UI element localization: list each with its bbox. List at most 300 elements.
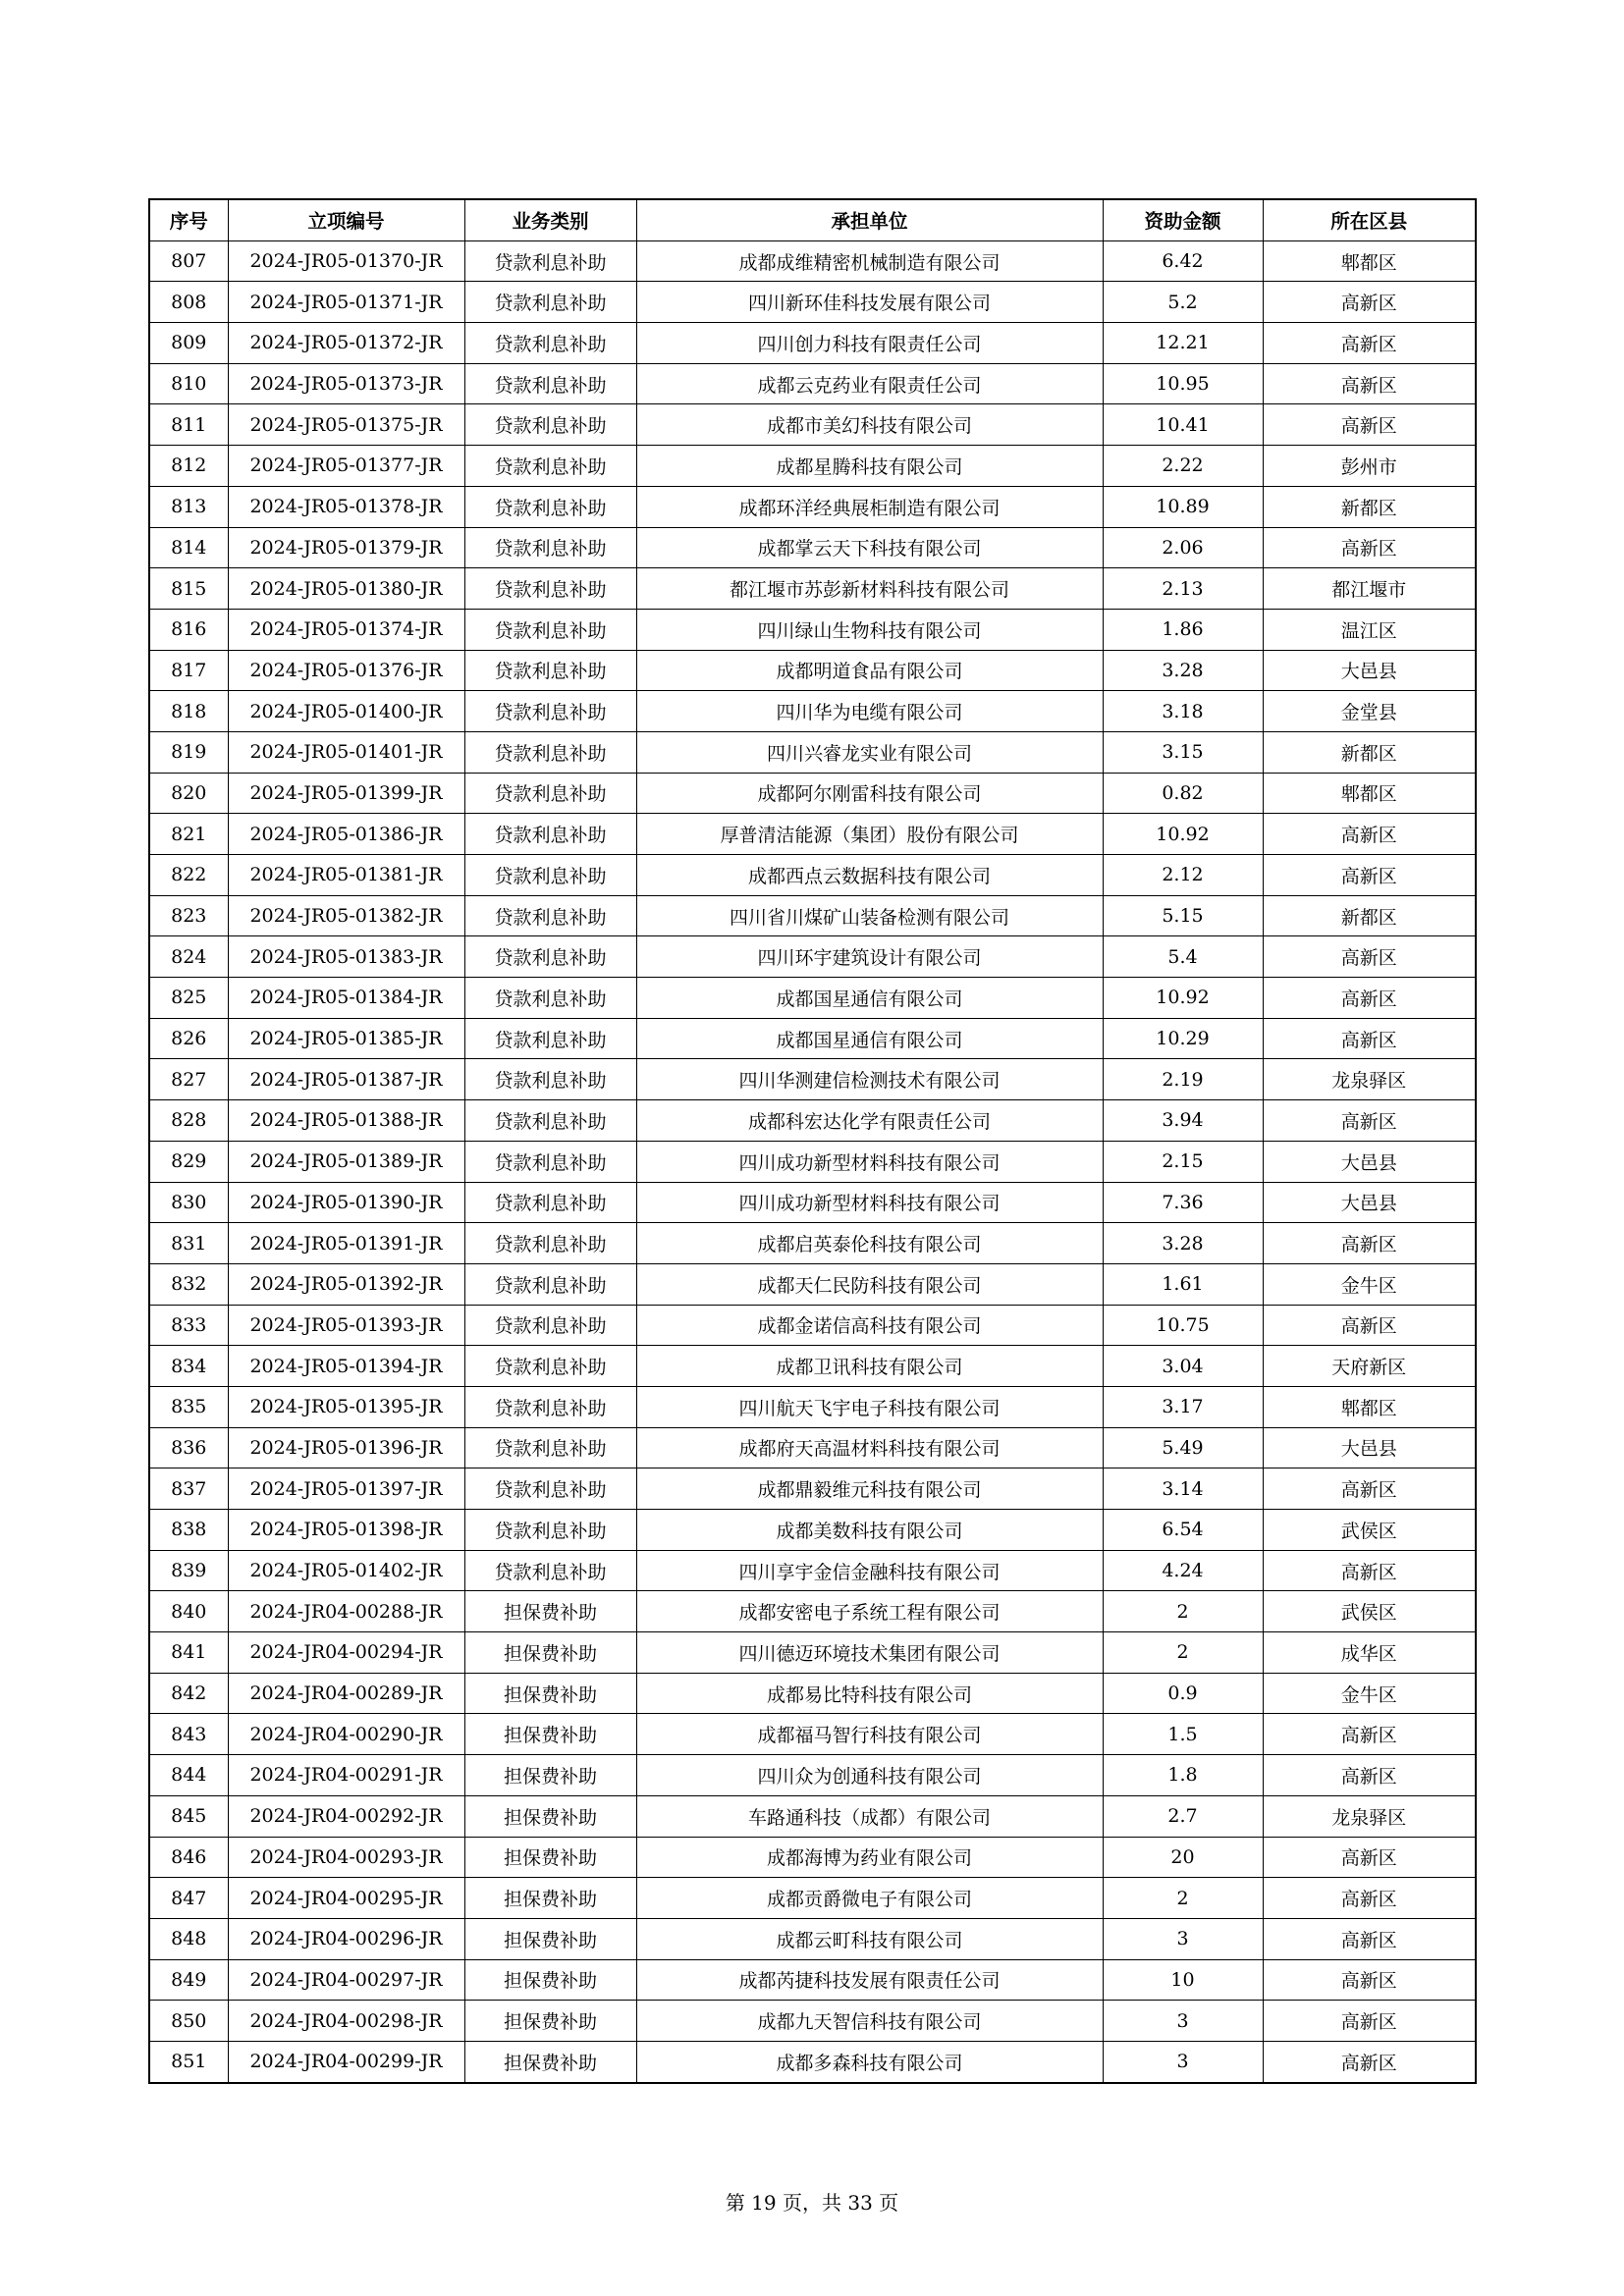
- cell-undertaking-unit: 成都美数科技有限公司: [636, 1510, 1103, 1551]
- cell-serial-number: 813: [149, 486, 228, 527]
- cell-district: 成华区: [1263, 1632, 1476, 1674]
- cell-business-category: 贷款利息补助: [464, 609, 636, 650]
- cell-undertaking-unit: 成都府天高温材料科技有限公司: [636, 1427, 1103, 1468]
- cell-district: 大邑县: [1263, 650, 1476, 691]
- table-row: [149, 1305, 1476, 1346]
- cell-undertaking-unit: 厚普清洁能源（集团）股份有限公司: [636, 814, 1103, 855]
- cell-business-category: 贷款利息补助: [464, 1263, 636, 1305]
- cell-serial-number: 812: [149, 446, 228, 487]
- cell-district: 高新区: [1263, 323, 1476, 364]
- cell-project-id: 2024-JR05-01399-JR: [228, 773, 464, 814]
- table-row: [149, 1550, 1476, 1591]
- cell-undertaking-unit: 四川绿山生物科技有限公司: [636, 609, 1103, 650]
- cell-district: 高新区: [1263, 2001, 1476, 2042]
- cell-district: 高新区: [1263, 527, 1476, 568]
- cell-serial-number: 819: [149, 731, 228, 773]
- cell-project-id: 2024-JR05-01391-JR: [228, 1223, 464, 1264]
- cell-funding-amount: 1.8: [1103, 1755, 1263, 1796]
- cell-project-id: 2024-JR05-01380-JR: [228, 568, 464, 610]
- cell-district: 高新区: [1263, 1018, 1476, 1059]
- cell-funding-amount: 3: [1103, 1918, 1263, 1959]
- cell-undertaking-unit: 四川众为创通科技有限公司: [636, 1755, 1103, 1796]
- cell-serial-number: 842: [149, 1673, 228, 1714]
- table-row: [149, 1878, 1476, 1919]
- cell-business-category: 担保费补助: [464, 2041, 636, 2082]
- cell-project-id: 2024-JR04-00288-JR: [228, 1591, 464, 1632]
- cell-serial-number: 822: [149, 855, 228, 896]
- table-row: [149, 1018, 1476, 1059]
- cell-serial-number: 808: [149, 282, 228, 323]
- cell-district: 武侯区: [1263, 1510, 1476, 1551]
- cell-undertaking-unit: 成都芮捷科技发展有限责任公司: [636, 1959, 1103, 2001]
- cell-funding-amount: 2: [1103, 1632, 1263, 1674]
- cell-undertaking-unit: 成都天仁民防科技有限公司: [636, 1263, 1103, 1305]
- header-undertaking-unit: 承担单位: [636, 199, 1103, 240]
- cell-funding-amount: 2.12: [1103, 855, 1263, 896]
- cell-funding-amount: 1.86: [1103, 609, 1263, 650]
- table-header-row: [149, 199, 1476, 240]
- table-row: [149, 363, 1476, 404]
- cell-project-id: 2024-JR04-00291-JR: [228, 1755, 464, 1796]
- cell-business-category: 贷款利息补助: [464, 1100, 636, 1142]
- cell-funding-amount: 2.22: [1103, 446, 1263, 487]
- cell-undertaking-unit: 成都九天智信科技有限公司: [636, 2001, 1103, 2042]
- cell-project-id: 2024-JR05-01395-JR: [228, 1386, 464, 1427]
- cell-district: 高新区: [1263, 936, 1476, 978]
- cell-district: 高新区: [1263, 978, 1476, 1019]
- cell-district: 高新区: [1263, 1918, 1476, 1959]
- cell-project-id: 2024-JR05-01382-JR: [228, 895, 464, 936]
- cell-serial-number: 810: [149, 363, 228, 404]
- cell-undertaking-unit: 成都明道食品有限公司: [636, 650, 1103, 691]
- table-row: [149, 240, 1476, 282]
- cell-business-category: 担保费补助: [464, 1918, 636, 1959]
- cell-serial-number: 832: [149, 1263, 228, 1305]
- cell-project-id: 2024-JR05-01375-JR: [228, 404, 464, 446]
- cell-undertaking-unit: 成都云町科技有限公司: [636, 1918, 1103, 1959]
- cell-funding-amount: 5.4: [1103, 936, 1263, 978]
- table-row: [149, 978, 1476, 1019]
- cell-project-id: 2024-JR05-01373-JR: [228, 363, 464, 404]
- table-row: [149, 1468, 1476, 1510]
- cell-district: 高新区: [1263, 1878, 1476, 1919]
- cell-project-id: 2024-JR05-01371-JR: [228, 282, 464, 323]
- cell-undertaking-unit: 四川享宇金信金融科技有限公司: [636, 1550, 1103, 1591]
- cell-serial-number: 820: [149, 773, 228, 814]
- cell-business-category: 贷款利息补助: [464, 568, 636, 610]
- cell-funding-amount: 20: [1103, 1837, 1263, 1878]
- table-row: [149, 855, 1476, 896]
- cell-district: 新都区: [1263, 486, 1476, 527]
- cell-undertaking-unit: 成都星腾科技有限公司: [636, 446, 1103, 487]
- cell-undertaking-unit: 都江堰市苏彭新材料科技有限公司: [636, 568, 1103, 610]
- cell-undertaking-unit: 四川航天飞宇电子科技有限公司: [636, 1386, 1103, 1427]
- cell-business-category: 贷款利息补助: [464, 1386, 636, 1427]
- cell-project-id: 2024-JR04-00299-JR: [228, 2041, 464, 2082]
- cell-funding-amount: 3.04: [1103, 1346, 1263, 1387]
- cell-funding-amount: 0.82: [1103, 773, 1263, 814]
- cell-business-category: 贷款利息补助: [464, 1550, 636, 1591]
- cell-project-id: 2024-JR05-01385-JR: [228, 1018, 464, 1059]
- cell-undertaking-unit: 成都易比特科技有限公司: [636, 1673, 1103, 1714]
- cell-undertaking-unit: 成都科宏达化学有限责任公司: [636, 1100, 1103, 1142]
- cell-funding-amount: 6.42: [1103, 240, 1263, 282]
- cell-district: 高新区: [1263, 814, 1476, 855]
- cell-business-category: 贷款利息补助: [464, 404, 636, 446]
- cell-project-id: 2024-JR05-01386-JR: [228, 814, 464, 855]
- cell-funding-amount: 5.49: [1103, 1427, 1263, 1468]
- cell-funding-amount: 2.06: [1103, 527, 1263, 568]
- cell-business-category: 贷款利息补助: [464, 895, 636, 936]
- cell-undertaking-unit: 成都国星通信有限公司: [636, 978, 1103, 1019]
- cell-funding-amount: 3.14: [1103, 1468, 1263, 1510]
- cell-business-category: 贷款利息补助: [464, 1346, 636, 1387]
- cell-business-category: 贷款利息补助: [464, 1510, 636, 1551]
- cell-serial-number: 833: [149, 1305, 228, 1346]
- table-row: [149, 1837, 1476, 1878]
- cell-business-category: 贷款利息补助: [464, 1468, 636, 1510]
- header-serial-number: 序号: [149, 199, 228, 240]
- cell-funding-amount: 10.92: [1103, 978, 1263, 1019]
- cell-undertaking-unit: 车路通科技（成都）有限公司: [636, 1795, 1103, 1837]
- cell-project-id: 2024-JR05-01379-JR: [228, 527, 464, 568]
- cell-funding-amount: 3.94: [1103, 1100, 1263, 1142]
- table-row: [149, 1059, 1476, 1100]
- cell-district: 郫都区: [1263, 240, 1476, 282]
- header-project-id: 立项编号: [228, 199, 464, 240]
- cell-business-category: 担保费补助: [464, 1959, 636, 2001]
- cell-business-category: 贷款利息补助: [464, 363, 636, 404]
- cell-project-id: 2024-JR05-01389-JR: [228, 1141, 464, 1182]
- cell-project-id: 2024-JR04-00298-JR: [228, 2001, 464, 2042]
- cell-funding-amount: 3.15: [1103, 731, 1263, 773]
- table-row: [149, 446, 1476, 487]
- table-row: [149, 404, 1476, 446]
- cell-funding-amount: 2: [1103, 1878, 1263, 1919]
- cell-serial-number: 838: [149, 1510, 228, 1551]
- table-row: [149, 1141, 1476, 1182]
- cell-business-category: 贷款利息补助: [464, 1141, 636, 1182]
- cell-district: 高新区: [1263, 1100, 1476, 1142]
- cell-funding-amount: 5.2: [1103, 282, 1263, 323]
- cell-serial-number: 811: [149, 404, 228, 446]
- cell-undertaking-unit: 成都掌云天下科技有限公司: [636, 527, 1103, 568]
- header-business-category: 业务类别: [464, 199, 636, 240]
- cell-district: 龙泉驿区: [1263, 1795, 1476, 1837]
- table-row: [149, 527, 1476, 568]
- table-row: [149, 1959, 1476, 2001]
- cell-funding-amount: 3.28: [1103, 1223, 1263, 1264]
- cell-undertaking-unit: 成都鼎毅维元科技有限公司: [636, 1468, 1103, 1510]
- cell-undertaking-unit: 成都安密电子系统工程有限公司: [636, 1591, 1103, 1632]
- cell-undertaking-unit: 成都启英泰伦科技有限公司: [636, 1223, 1103, 1264]
- cell-business-category: 贷款利息补助: [464, 486, 636, 527]
- table-row: [149, 1795, 1476, 1837]
- cell-district: 郫都区: [1263, 773, 1476, 814]
- cell-serial-number: 845: [149, 1795, 228, 1837]
- cell-district: 新都区: [1263, 731, 1476, 773]
- cell-funding-amount: 3: [1103, 2041, 1263, 2082]
- table-row: [149, 1263, 1476, 1305]
- table-row: [149, 895, 1476, 936]
- page-number-footer: 第 19 页，共 33 页: [725, 2191, 899, 2215]
- cell-project-id: 2024-JR05-01398-JR: [228, 1510, 464, 1551]
- table-row: [149, 1632, 1476, 1674]
- table-row: [149, 568, 1476, 610]
- cell-undertaking-unit: 成都西点云数据科技有限公司: [636, 855, 1103, 896]
- cell-project-id: 2024-JR04-00297-JR: [228, 1959, 464, 2001]
- cell-business-category: 贷款利息补助: [464, 1223, 636, 1264]
- cell-district: 高新区: [1263, 363, 1476, 404]
- table-row: [149, 282, 1476, 323]
- cell-business-category: 贷款利息补助: [464, 446, 636, 487]
- cell-undertaking-unit: 成都国星通信有限公司: [636, 1018, 1103, 1059]
- cell-district: 高新区: [1263, 1305, 1476, 1346]
- cell-project-id: 2024-JR05-01392-JR: [228, 1263, 464, 1305]
- cell-business-category: 贷款利息补助: [464, 773, 636, 814]
- cell-undertaking-unit: 成都卫讯科技有限公司: [636, 1346, 1103, 1387]
- cell-district: 高新区: [1263, 404, 1476, 446]
- cell-business-category: 担保费补助: [464, 1673, 636, 1714]
- cell-funding-amount: 3.17: [1103, 1386, 1263, 1427]
- cell-serial-number: 815: [149, 568, 228, 610]
- cell-business-category: 贷款利息补助: [464, 936, 636, 978]
- cell-project-id: 2024-JR05-01402-JR: [228, 1550, 464, 1591]
- cell-serial-number: 831: [149, 1223, 228, 1264]
- cell-district: 温江区: [1263, 609, 1476, 650]
- cell-undertaking-unit: 成都环洋经典展柜制造有限公司: [636, 486, 1103, 527]
- cell-undertaking-unit: 成都福马智行科技有限公司: [636, 1714, 1103, 1755]
- cell-funding-amount: 10.41: [1103, 404, 1263, 446]
- cell-funding-amount: 2.7: [1103, 1795, 1263, 1837]
- cell-business-category: 贷款利息补助: [464, 691, 636, 732]
- cell-business-category: 贷款利息补助: [464, 1305, 636, 1346]
- table-row: [149, 814, 1476, 855]
- cell-funding-amount: 1.5: [1103, 1714, 1263, 1755]
- cell-business-category: 担保费补助: [464, 1755, 636, 1796]
- cell-project-id: 2024-JR05-01381-JR: [228, 855, 464, 896]
- cell-serial-number: 847: [149, 1878, 228, 1919]
- funding-table: [148, 198, 1477, 2084]
- cell-funding-amount: 10: [1103, 1959, 1263, 2001]
- header-district: 所在区县: [1263, 199, 1476, 240]
- cell-project-id: 2024-JR05-01396-JR: [228, 1427, 464, 1468]
- cell-serial-number: 828: [149, 1100, 228, 1142]
- cell-business-category: 担保费补助: [464, 1795, 636, 1837]
- cell-project-id: 2024-JR05-01387-JR: [228, 1059, 464, 1100]
- cell-funding-amount: 3: [1103, 2001, 1263, 2042]
- cell-serial-number: 844: [149, 1755, 228, 1796]
- cell-business-category: 担保费补助: [464, 2001, 636, 2042]
- cell-business-category: 担保费补助: [464, 1878, 636, 1919]
- cell-business-category: 贷款利息补助: [464, 731, 636, 773]
- cell-project-id: 2024-JR05-01372-JR: [228, 323, 464, 364]
- cell-district: 高新区: [1263, 1837, 1476, 1878]
- cell-project-id: 2024-JR05-01384-JR: [228, 978, 464, 1019]
- cell-project-id: 2024-JR04-00296-JR: [228, 1918, 464, 1959]
- cell-funding-amount: 3.18: [1103, 691, 1263, 732]
- cell-undertaking-unit: 四川环宇建筑设计有限公司: [636, 936, 1103, 978]
- cell-project-id: 2024-JR04-00289-JR: [228, 1673, 464, 1714]
- cell-serial-number: 825: [149, 978, 228, 1019]
- cell-serial-number: 818: [149, 691, 228, 732]
- cell-project-id: 2024-JR05-01377-JR: [228, 446, 464, 487]
- table-row: [149, 609, 1476, 650]
- table-row: [149, 1673, 1476, 1714]
- cell-undertaking-unit: 成都多森科技有限公司: [636, 2041, 1103, 2082]
- cell-district: 大邑县: [1263, 1182, 1476, 1223]
- cell-funding-amount: 5.15: [1103, 895, 1263, 936]
- cell-project-id: 2024-JR04-00292-JR: [228, 1795, 464, 1837]
- cell-district: 高新区: [1263, 1714, 1476, 1755]
- cell-undertaking-unit: 成都云克药业有限责任公司: [636, 363, 1103, 404]
- cell-district: 高新区: [1263, 1550, 1476, 1591]
- table-row: [149, 1591, 1476, 1632]
- cell-district: 高新区: [1263, 1468, 1476, 1510]
- cell-project-id: 2024-JR05-01397-JR: [228, 1468, 464, 1510]
- cell-funding-amount: 2.13: [1103, 568, 1263, 610]
- cell-serial-number: 849: [149, 1959, 228, 2001]
- cell-business-category: 贷款利息补助: [464, 855, 636, 896]
- cell-district: 天府新区: [1263, 1346, 1476, 1387]
- cell-business-category: 贷款利息补助: [464, 240, 636, 282]
- cell-project-id: 2024-JR04-00293-JR: [228, 1837, 464, 1878]
- cell-district: 高新区: [1263, 2041, 1476, 2082]
- cell-serial-number: 848: [149, 1918, 228, 1959]
- cell-district: 武侯区: [1263, 1591, 1476, 1632]
- cell-district: 金牛区: [1263, 1673, 1476, 1714]
- cell-serial-number: 836: [149, 1427, 228, 1468]
- cell-business-category: 贷款利息补助: [464, 650, 636, 691]
- cell-funding-amount: 2.15: [1103, 1141, 1263, 1182]
- table-row: [149, 1918, 1476, 1959]
- table-row: [149, 1386, 1476, 1427]
- table-row: [149, 773, 1476, 814]
- cell-project-id: 2024-JR05-01383-JR: [228, 936, 464, 978]
- cell-district: 都江堰市: [1263, 568, 1476, 610]
- cell-project-id: 2024-JR05-01378-JR: [228, 486, 464, 527]
- cell-serial-number: 839: [149, 1550, 228, 1591]
- table-row: [149, 691, 1476, 732]
- cell-district: 高新区: [1263, 1755, 1476, 1796]
- cell-business-category: 贷款利息补助: [464, 1182, 636, 1223]
- cell-district: 新都区: [1263, 895, 1476, 936]
- cell-funding-amount: 6.54: [1103, 1510, 1263, 1551]
- cell-serial-number: 817: [149, 650, 228, 691]
- cell-district: 高新区: [1263, 1959, 1476, 2001]
- cell-project-id: 2024-JR05-01376-JR: [228, 650, 464, 691]
- cell-undertaking-unit: 四川省川煤矿山装备检测有限公司: [636, 895, 1103, 936]
- cell-serial-number: 850: [149, 2001, 228, 2042]
- table-row: [149, 1346, 1476, 1387]
- cell-funding-amount: 10.29: [1103, 1018, 1263, 1059]
- cell-project-id: 2024-JR05-01393-JR: [228, 1305, 464, 1346]
- cell-funding-amount: 3.28: [1103, 650, 1263, 691]
- cell-serial-number: 846: [149, 1837, 228, 1878]
- cell-funding-amount: 10.75: [1103, 1305, 1263, 1346]
- cell-serial-number: 840: [149, 1591, 228, 1632]
- cell-project-id: 2024-JR05-01394-JR: [228, 1346, 464, 1387]
- cell-serial-number: 837: [149, 1468, 228, 1510]
- table-row: [149, 1182, 1476, 1223]
- cell-district: 高新区: [1263, 855, 1476, 896]
- table-row: [149, 486, 1476, 527]
- cell-business-category: 担保费补助: [464, 1632, 636, 1674]
- cell-serial-number: 809: [149, 323, 228, 364]
- cell-undertaking-unit: 四川兴睿龙实业有限公司: [636, 731, 1103, 773]
- cell-undertaking-unit: 四川创力科技有限责任公司: [636, 323, 1103, 364]
- header-funding-amount: 资助金额: [1103, 199, 1263, 240]
- table-body: [149, 240, 1476, 2082]
- cell-business-category: 担保费补助: [464, 1714, 636, 1755]
- cell-district: 大邑县: [1263, 1141, 1476, 1182]
- cell-district: 高新区: [1263, 1223, 1476, 1264]
- cell-project-id: 2024-JR04-00290-JR: [228, 1714, 464, 1755]
- cell-serial-number: 830: [149, 1182, 228, 1223]
- table-row: [149, 2001, 1476, 2042]
- cell-business-category: 贷款利息补助: [464, 282, 636, 323]
- table-row: [149, 1714, 1476, 1755]
- cell-serial-number: 807: [149, 240, 228, 282]
- cell-district: 金堂县: [1263, 691, 1476, 732]
- table-row: [149, 2041, 1476, 2082]
- cell-serial-number: 834: [149, 1346, 228, 1387]
- cell-business-category: 贷款利息补助: [464, 1018, 636, 1059]
- cell-undertaking-unit: 四川德迈环境技术集团有限公司: [636, 1632, 1103, 1674]
- cell-funding-amount: 10.92: [1103, 814, 1263, 855]
- table-row: [149, 1510, 1476, 1551]
- cell-business-category: 担保费补助: [464, 1591, 636, 1632]
- cell-project-id: 2024-JR05-01390-JR: [228, 1182, 464, 1223]
- cell-undertaking-unit: 四川成功新型材料科技有限公司: [636, 1141, 1103, 1182]
- cell-funding-amount: 10.95: [1103, 363, 1263, 404]
- cell-serial-number: 851: [149, 2041, 228, 2082]
- cell-business-category: 贷款利息补助: [464, 1427, 636, 1468]
- cell-project-id: 2024-JR04-00294-JR: [228, 1632, 464, 1674]
- cell-business-category: 贷款利息补助: [464, 323, 636, 364]
- cell-district: 金牛区: [1263, 1263, 1476, 1305]
- cell-business-category: 担保费补助: [464, 1837, 636, 1878]
- cell-undertaking-unit: 成都成维精密机械制造有限公司: [636, 240, 1103, 282]
- cell-serial-number: 826: [149, 1018, 228, 1059]
- cell-district: 大邑县: [1263, 1427, 1476, 1468]
- cell-business-category: 贷款利息补助: [464, 527, 636, 568]
- cell-undertaking-unit: 成都金诺信高科技有限公司: [636, 1305, 1103, 1346]
- cell-undertaking-unit: 成都阿尔刚雷科技有限公司: [636, 773, 1103, 814]
- cell-serial-number: 816: [149, 609, 228, 650]
- table-row: [149, 936, 1476, 978]
- cell-project-id: 2024-JR05-01370-JR: [228, 240, 464, 282]
- cell-serial-number: 823: [149, 895, 228, 936]
- table-row: [149, 650, 1476, 691]
- table-row: [149, 731, 1476, 773]
- cell-business-category: 贷款利息补助: [464, 814, 636, 855]
- cell-undertaking-unit: 四川华为电缆有限公司: [636, 691, 1103, 732]
- table-row: [149, 1223, 1476, 1264]
- table-row: [149, 323, 1476, 364]
- cell-serial-number: 814: [149, 527, 228, 568]
- cell-undertaking-unit: 成都市美幻科技有限公司: [636, 404, 1103, 446]
- cell-project-id: 2024-JR05-01374-JR: [228, 609, 464, 650]
- cell-undertaking-unit: 成都贡爵微电子有限公司: [636, 1878, 1103, 1919]
- cell-project-id: 2024-JR04-00295-JR: [228, 1878, 464, 1919]
- cell-business-category: 贷款利息补助: [464, 1059, 636, 1100]
- cell-serial-number: 821: [149, 814, 228, 855]
- cell-funding-amount: 1.61: [1103, 1263, 1263, 1305]
- cell-district: 彭州市: [1263, 446, 1476, 487]
- cell-undertaking-unit: 四川新环佳科技发展有限公司: [636, 282, 1103, 323]
- cell-project-id: 2024-JR05-01388-JR: [228, 1100, 464, 1142]
